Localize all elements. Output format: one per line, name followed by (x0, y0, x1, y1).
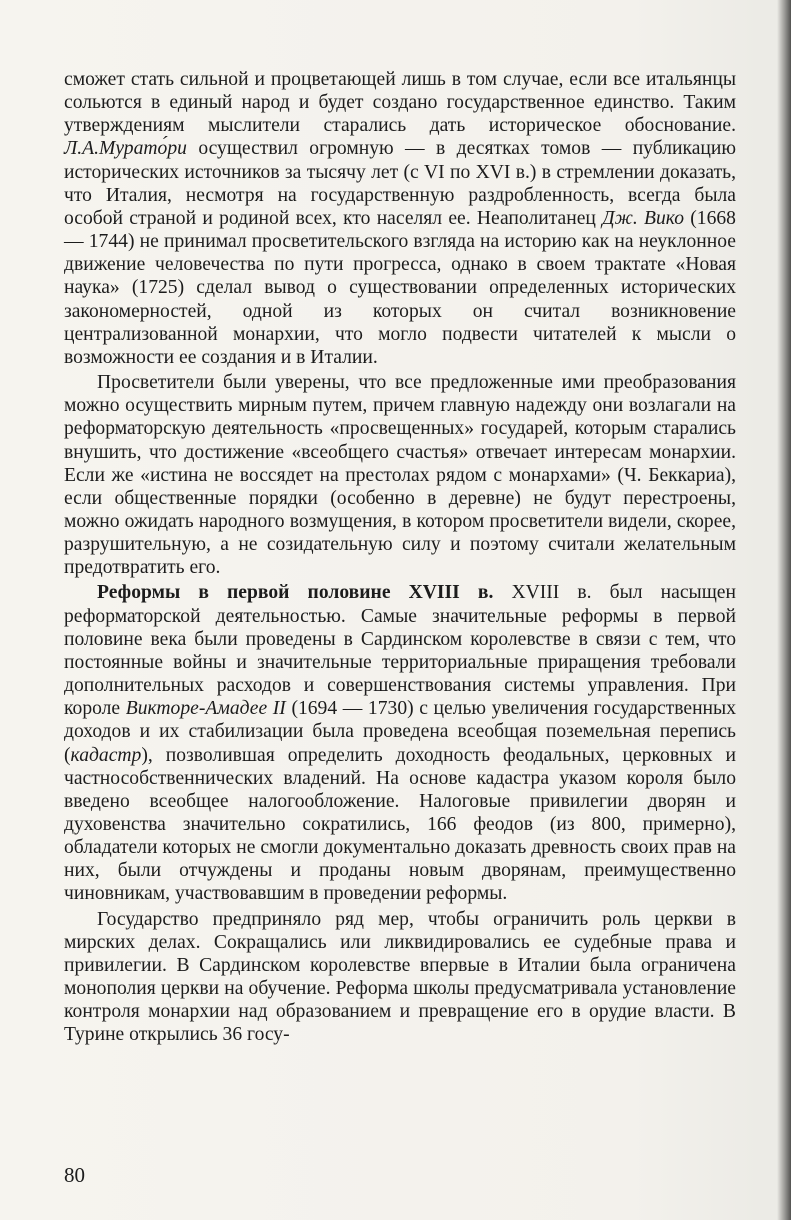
italic-term: кадастр (70, 744, 142, 766)
page-number: 80 (64, 1163, 85, 1187)
text-run: ), позволившая определить доходность феодальных, церковных и частнособственнических владений. На основе кадастра указом короля было введено всеобщее налогообложение. Налоговые привилегии дворян и духовенства значительно сократились, 166 феодов (из 800, примерно), обладатели которых не смогли документально доказать древность своих прав на них, были отчуждены и проданы новым дворянам, преимущественно чиновникам, участвовавшим в проведении реформы. (64, 744, 736, 905)
text-run: (1668 — 1744) не принимал просветительского взгляда на историю как на неуклонное движение человечества по пути прогресса, однако в своем трактате «Новая наука» (1725) сделал вывод о существовании определенных исторических закономерностей, одной из которых он считал возникновение централизованной монархии, что могло подвести читателей к мысли о возможности ее создания и в Италии. (64, 207, 736, 368)
paragraph-4 (64, 908, 736, 1047)
section-heading: Реформы в первой половине XVIII в. (97, 582, 494, 604)
italic-term: Дж. Вико (602, 207, 684, 229)
page-edge-shadow (777, 0, 791, 1220)
text-run: Государство предприняло ряд мер, чтобы ограничить роль церкви в мирских делах. Сокращались или ликвидировались ее судебные права и привилегии. В Сардинском королевстве впервые в Италии была ограничена монополия церкви на обучение. Реформа школы предусматривала установление контроля монархии над образованием и превращение его в орудие власти. В Турине открылись 36 госу- (64, 908, 736, 1046)
text-run: сможет стать сильной и процветающей лишь в том случае, если все итальянцы сольются в единый народ и будет создано государственное единство. Таким утверждениям мыслители старались дать историческое обоснование. (64, 69, 736, 137)
text-run: Просветители были уверены, что все предложенные ими преобразования можно осуществить мирным путем, причем главную надежду они возлагали на реформаторскую деятельность «просвещенных» государей, которым старались внушить, что достижение «всеобщего счастья» отвечает интересам монархии. Если же «истина не воссядет на престолах рядом с монархами» (Ч. Беккариа), если общественные порядки (особенно в деревне) не будут перестроены, можно ожидать народного возмущения, в котором просветители видели, скорее, разрушительную, а не созидательную силу и поэтому считали желательным предотвратить его. (64, 372, 736, 579)
italic-term: Викторе-Амадее II (125, 698, 286, 720)
paragraph-2 (64, 371, 736, 579)
text-run: (1694 — 1730) с целью увеличения государственных доходов и их стабилизации была проведена всеобщая поземельная перепись ( (64, 698, 737, 766)
text-run: осуществил огромную — в десятках томов — публикацию исторических источников за тысячу лет (с VI по XVI в.) в стремлении доказать, что Италия, несмотря на государственную раздробленность, всегда была особой страной и родиной всех, кто населял ее. Неаполитанец (64, 138, 736, 229)
body-text (64, 68, 736, 1047)
italic-term: Л.А.Мурато́ри (64, 138, 187, 160)
paragraph-1 (64, 68, 736, 369)
text-run: XVIII в. был насыщен реформаторской деятельностью. Самые значительные реформы в первой половине века были проведены в Сардинском королевстве в связи с тем, что постоянные войны и значительные территориальные приращения требовали дополнительных расходов и совершенствования системы управления. При короле (64, 582, 736, 720)
paragraph-3 (64, 581, 736, 905)
